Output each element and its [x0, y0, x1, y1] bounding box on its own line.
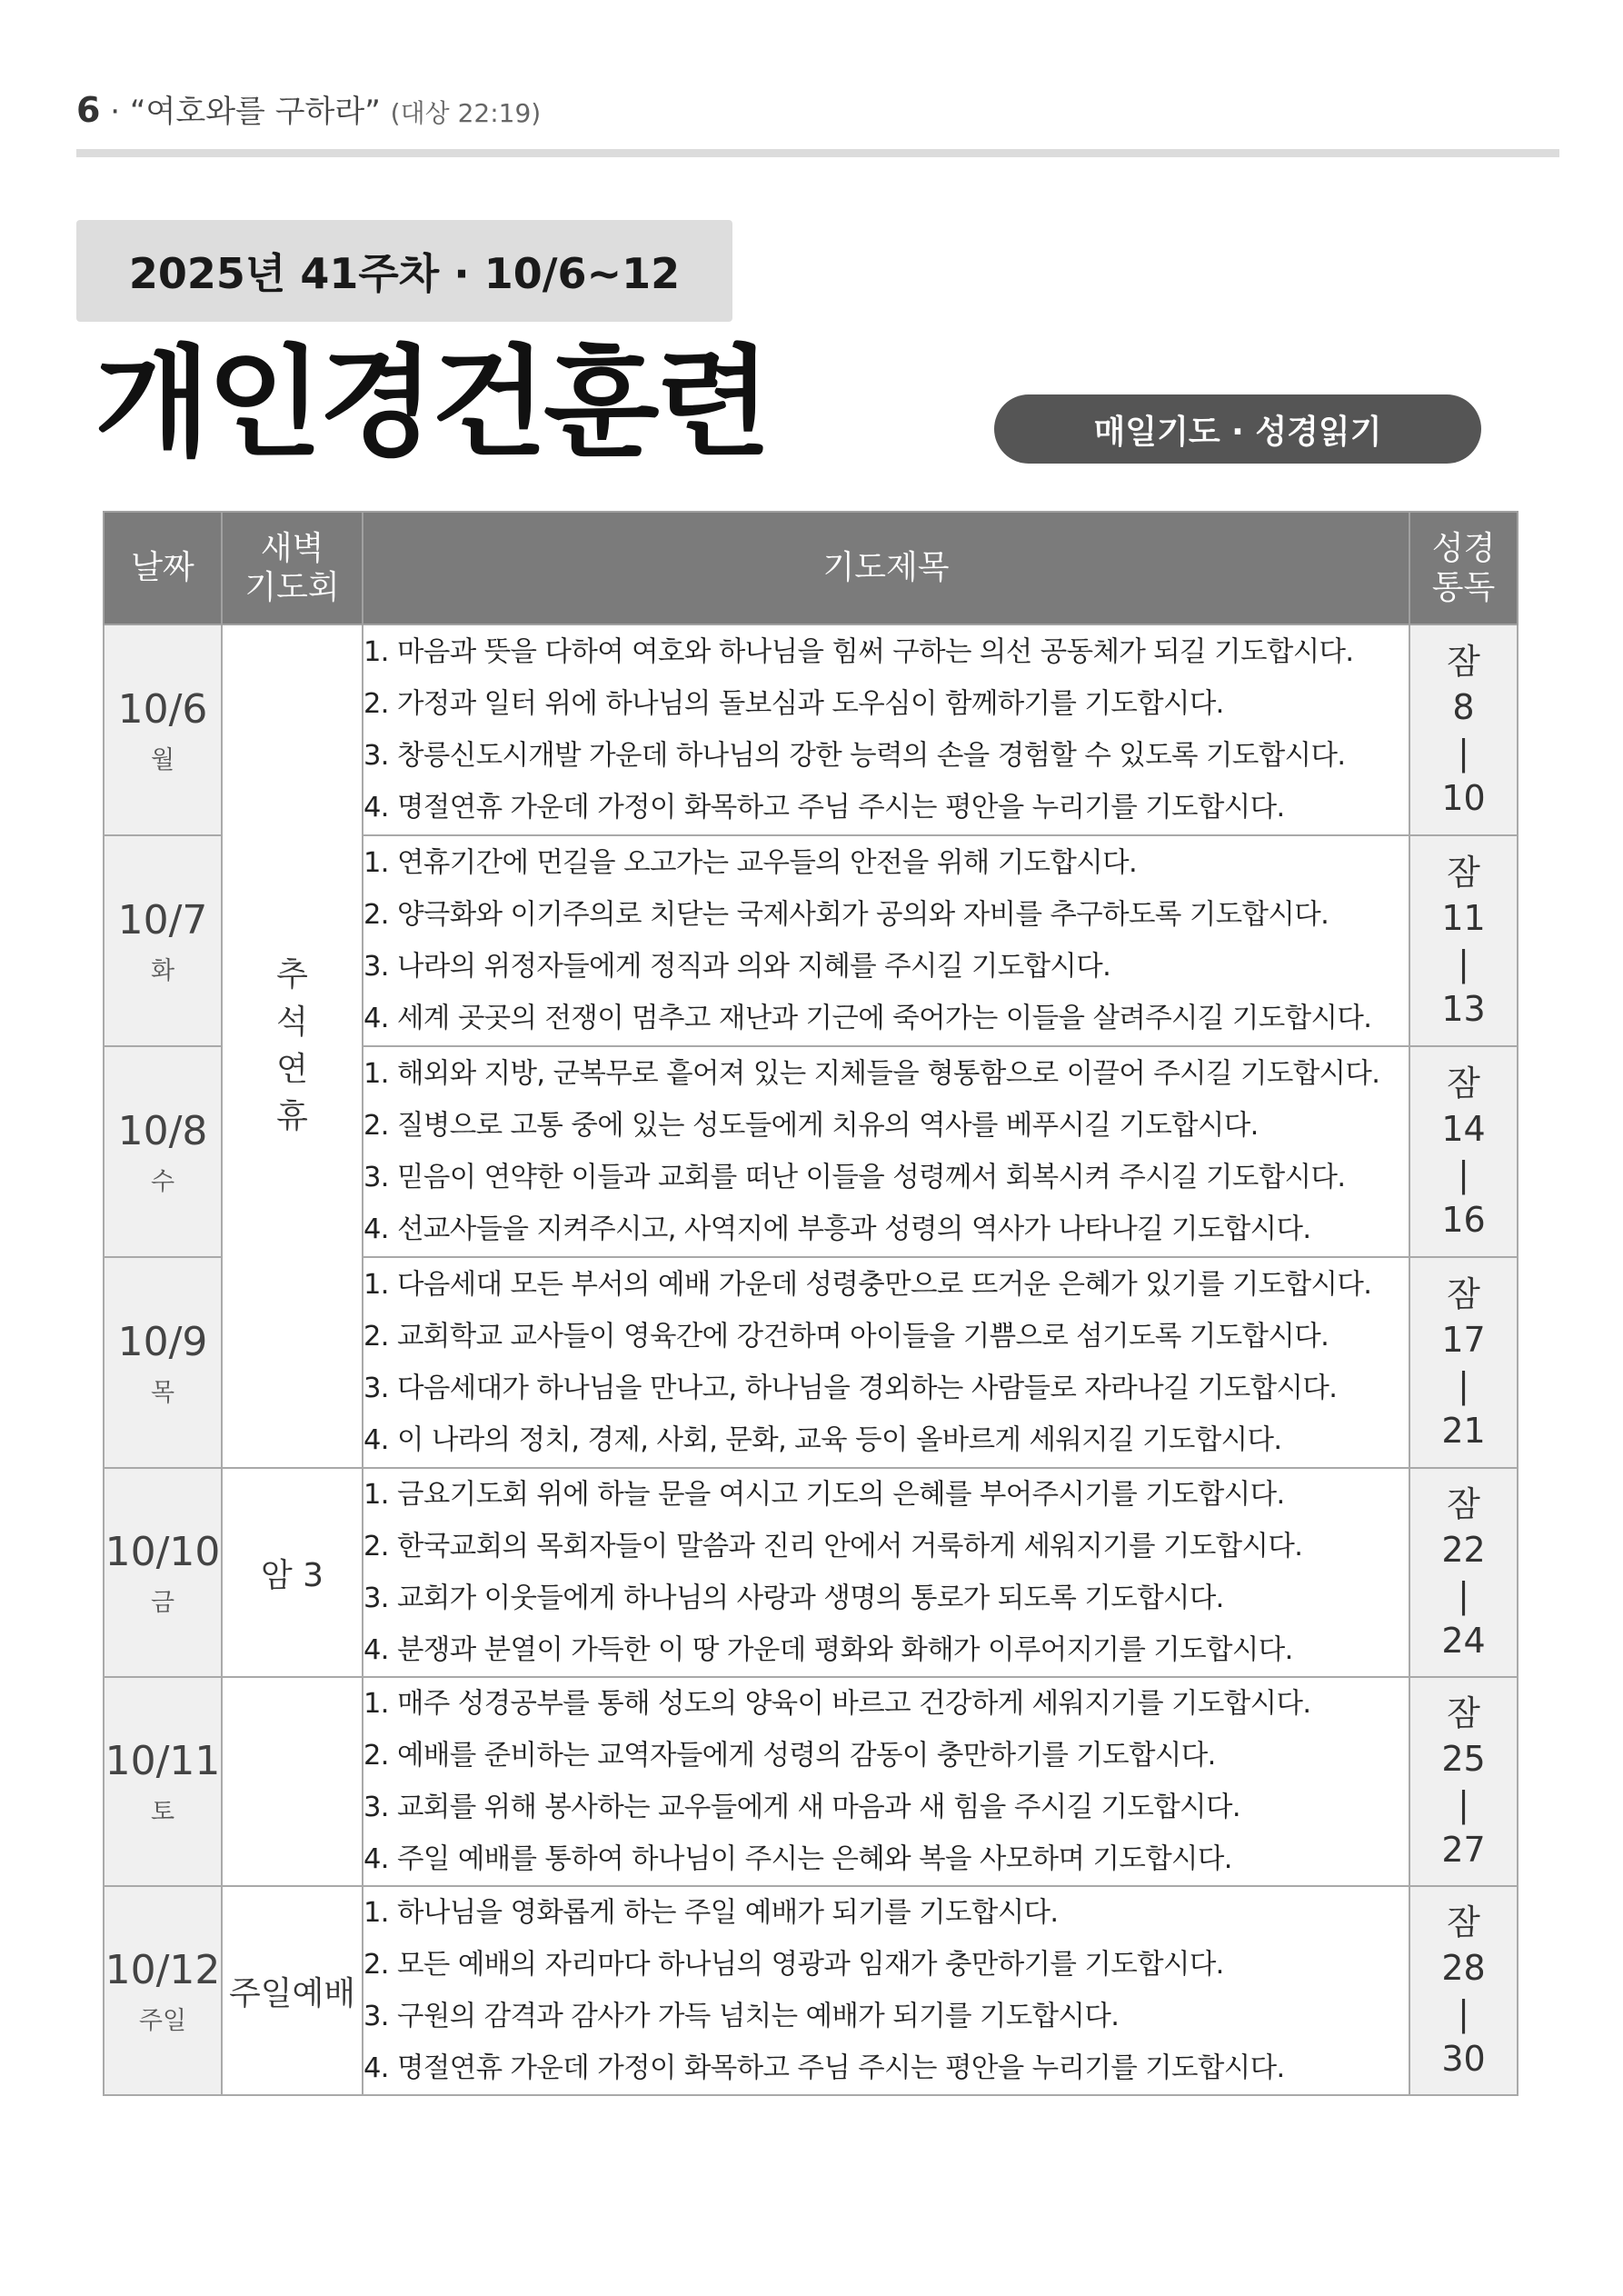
- prayer-item: 2. 양극화와 이기주의로 치닫는 국제사회가 공의와 자비를 추구하도록 기도합시다.: [363, 899, 1329, 931]
- bible-reading-cell: [1409, 1468, 1518, 1677]
- day-of-week: 주일: [138, 2007, 187, 2035]
- reading-book: 잠: [1447, 1063, 1480, 1103]
- reading-book: 잠: [1447, 1692, 1480, 1733]
- prayer-item: 1. 금요기도회 위에 하늘 문을 여시고 기도의 은혜를 부어주시기를 기도합시다.: [363, 1479, 1285, 1511]
- date-cell: [104, 835, 222, 1046]
- prayer-item: 1. 하나님을 영화롭게 하는 주일 예배가 되기를 기도합시다.: [363, 1897, 1059, 1929]
- reading-end: 24: [1441, 1621, 1486, 1662]
- date-value: 10/12: [105, 1947, 221, 1993]
- page-title: 개인경건훈련: [95, 334, 769, 474]
- reading-start: 25: [1441, 1738, 1486, 1779]
- table-row: [104, 1677, 1518, 1886]
- day-of-week: 월: [150, 746, 175, 774]
- header-dawn-prayer: 새벽 기도회: [222, 512, 363, 624]
- page-number: 6: [76, 90, 101, 130]
- prayer-item: 2. 가정과 일터 위에 하나님의 돌보심과 도우심이 함께하기를 기도합시다.: [363, 688, 1224, 720]
- reading-dash: |: [1458, 1784, 1469, 1824]
- date-value: 10/9: [117, 1319, 208, 1365]
- reading-dash: |: [1458, 1365, 1469, 1405]
- prayer-schedule-table: [103, 511, 1518, 2096]
- prayer-item: 4. 세계 곳곳의 전쟁이 멈추고 재난과 기근에 죽어가는 이들을 살려주시길 기도합시다.: [363, 1003, 1372, 1034]
- reading-start: 28: [1441, 1947, 1486, 1988]
- prayer-item: 4. 분쟁과 분열이 가득한 이 땅 가운데 평화와 화해가 이루어지기를 기도합시다.: [363, 1634, 1293, 1666]
- reading-start: 17: [1441, 1319, 1486, 1360]
- reading-book: 잠: [1447, 1902, 1480, 1942]
- page-header: [76, 86, 541, 131]
- date-cell: [104, 1677, 222, 1886]
- prayer-item: 2. 모든 예배의 자리마다 하나님의 영광과 임재가 충만하기를 기도합시다.: [363, 1949, 1224, 1981]
- prayer-item: 1. 해외와 지방, 군복무로 흩어져 있는 지체들을 형통함으로 이끌어 주시길 기도합시다.: [363, 1058, 1380, 1090]
- date-value: 10/6: [117, 686, 208, 733]
- bible-reading-cell: [1409, 1677, 1518, 1886]
- dawn-prayer-text: 암 3: [260, 1556, 324, 1594]
- prayer-item: 1. 연휴기간에 먼길을 오고가는 교우들의 안전을 위해 기도합시다.: [363, 847, 1138, 879]
- dawn-prayer-text: 주일예배: [228, 1974, 356, 2012]
- prayer-topics-cell: [363, 624, 1409, 835]
- table-row: [104, 1886, 1518, 2095]
- prayer-item: 4. 선교사들을 지켜주시고, 사역지에 부흥과 성령의 역사가 나타나길 기도합시다.: [363, 1213, 1311, 1245]
- prayer-topics-cell: [363, 1468, 1409, 1677]
- prayer-item: 2. 한국교회의 목회자들이 말씀과 진리 안에서 거룩하게 세워지기를 기도합시다.: [363, 1531, 1303, 1562]
- dawn-prayer-char: 연: [276, 1051, 308, 1088]
- reading-start: 11: [1441, 897, 1486, 938]
- bible-reading-cell: [1409, 835, 1518, 1046]
- prayer-topics-cell: [363, 1677, 1409, 1886]
- dawn-prayer-cell: [222, 1468, 363, 1677]
- day-of-week: 수: [150, 1168, 175, 1196]
- reading-dash: |: [1458, 1154, 1469, 1194]
- reading-start: 22: [1441, 1529, 1486, 1570]
- bible-reading-cell: [1409, 1257, 1518, 1468]
- date-cell: [104, 1257, 222, 1468]
- date-cell: [104, 1886, 222, 2095]
- prayer-topics-cell: [363, 1046, 1409, 1257]
- reading-start: 8: [1452, 686, 1475, 727]
- prayer-item: 4. 명절연휴 가운데 가정이 화목하고 주님 주시는 평안을 누리기를 기도합시다.: [363, 792, 1285, 824]
- prayer-item: 3. 나라의 위정자들에게 정직과 의와 지혜를 주시길 기도합시다.: [363, 951, 1111, 983]
- prayer-topics-cell: [363, 835, 1409, 1046]
- dawn-prayer-cell: [222, 624, 363, 1468]
- prayer-topics-cell: [363, 1886, 1409, 2095]
- reading-dash: |: [1458, 943, 1469, 983]
- reading-end: 16: [1441, 1200, 1486, 1241]
- prayer-item: 3. 믿음이 연약한 이들과 교회를 떠난 이들을 성령께서 회복시켜 주시길 기도합시다.: [363, 1162, 1346, 1193]
- reading-end: 10: [1441, 778, 1486, 819]
- prayer-item: 1. 매주 성경공부를 통해 성도의 양육이 바르고 건강하게 세워지기를 기도합시다.: [363, 1688, 1311, 1720]
- prayer-item: 4. 명절연휴 가운데 가정이 화목하고 주님 주시는 평안을 누리기를 기도합시다.: [363, 2052, 1285, 2084]
- reading-book: 잠: [1447, 852, 1480, 893]
- day-of-week: 토: [150, 1798, 175, 1826]
- table-row: [104, 1468, 1518, 1677]
- date-cell: [104, 1468, 222, 1677]
- dawn-prayer-cell: [222, 1677, 363, 1886]
- header-date: 날짜: [104, 512, 222, 624]
- day-of-week: 금: [150, 1589, 175, 1617]
- prayer-item: 3. 창릉신도시개발 가운데 하나님의 강한 능력의 손을 경험할 수 있도록 기도합시다.: [363, 740, 1346, 772]
- reading-book: 잠: [1447, 1273, 1480, 1314]
- date-value: 10/8: [117, 1108, 208, 1154]
- header-quote: “여호와를 구하라”: [129, 94, 381, 130]
- reading-end: 27: [1441, 1830, 1486, 1871]
- reading-end: 13: [1441, 989, 1486, 1030]
- day-of-week: 목: [150, 1379, 175, 1407]
- header-prayer-topics: 기도제목: [363, 512, 1409, 624]
- bible-reading-cell: [1409, 1886, 1518, 2095]
- week-badge: 2025년 41주차 · 10/6~12: [76, 220, 732, 322]
- prayer-item: 3. 교회를 위해 봉사하는 교우들에게 새 마음과 새 힘을 주시길 기도합시다.: [363, 1792, 1240, 1823]
- dawn-prayer-cell: [222, 1886, 363, 2095]
- prayer-item: 2. 질병으로 고통 중에 있는 성도들에게 치유의 역사를 베푸시길 기도합시다.: [363, 1110, 1259, 1142]
- date-value: 10/10: [105, 1529, 221, 1575]
- bible-reading-cell: [1409, 1046, 1518, 1257]
- prayer-item: 4. 주일 예배를 통하여 하나님이 주시는 은혜와 복을 사모하며 기도합시다.: [363, 1843, 1232, 1875]
- reading-end: 30: [1441, 2039, 1486, 2080]
- reading-start: 14: [1441, 1108, 1486, 1149]
- prayer-item: 1. 마음과 뜻을 다하여 여호와 하나님을 힘써 구하는 의선 공동체가 되길 기도합시다.: [363, 636, 1354, 668]
- prayer-item: 3. 교회가 이웃들에게 하나님의 사랑과 생명의 통로가 되도록 기도합시다.: [363, 1582, 1224, 1614]
- dawn-prayer-vertical-text: [273, 952, 312, 1142]
- prayer-item: 2. 교회학교 교사들이 영육간에 강건하며 아이들을 기쁨으로 섬기도록 기도합시다.: [363, 1321, 1329, 1353]
- reading-dash: |: [1458, 733, 1469, 773]
- dawn-prayer-char: 휴: [276, 1098, 308, 1136]
- prayer-item: 3. 구원의 감격과 감사가 가득 넘치는 예배가 되기를 기도합시다.: [363, 2001, 1120, 2032]
- header-bible-reading: 성경 통독: [1409, 512, 1518, 624]
- reading-end: 21: [1441, 1411, 1486, 1452]
- prayer-item: 2. 예배를 준비하는 교역자들에게 성령의 감동이 충만하기를 기도합시다.: [363, 1740, 1216, 1772]
- header-verse-reference: (대상 22:19): [390, 98, 542, 128]
- prayer-topics-cell: [363, 1257, 1409, 1468]
- reading-book: 잠: [1447, 1483, 1480, 1524]
- table-row: [104, 624, 1518, 835]
- reading-dash: |: [1458, 1993, 1469, 2033]
- prayer-item: 3. 다음세대가 하나님을 만나고, 하나님을 경외하는 사람들로 자라나길 기도합시다.: [363, 1373, 1338, 1404]
- bible-reading-cell: [1409, 624, 1518, 835]
- reading-dash: |: [1458, 1575, 1469, 1615]
- dawn-prayer-char: 석: [276, 1003, 308, 1041]
- prayer-item: 4. 이 나라의 정치, 경제, 사회, 문화, 교육 등이 올바르게 세워지길 기도합시다.: [363, 1424, 1282, 1456]
- header-divider: [76, 149, 1559, 157]
- day-of-week: 화: [150, 957, 175, 985]
- prayer-item: 1. 다음세대 모든 부서의 예배 가운데 성령충만으로 뜨거운 은혜가 있기를 기도합시다.: [363, 1269, 1372, 1301]
- category-pill: 매일기도 · 성경읽기: [994, 394, 1481, 464]
- reading-book: 잠: [1447, 641, 1480, 682]
- date-value: 10/11: [105, 1738, 221, 1784]
- table-header-row: [104, 512, 1518, 624]
- date-cell: [104, 624, 222, 835]
- date-value: 10/7: [117, 897, 208, 943]
- header-separator: ·: [110, 94, 121, 130]
- dawn-prayer-char: 추: [276, 955, 308, 993]
- date-cell: [104, 1046, 222, 1257]
